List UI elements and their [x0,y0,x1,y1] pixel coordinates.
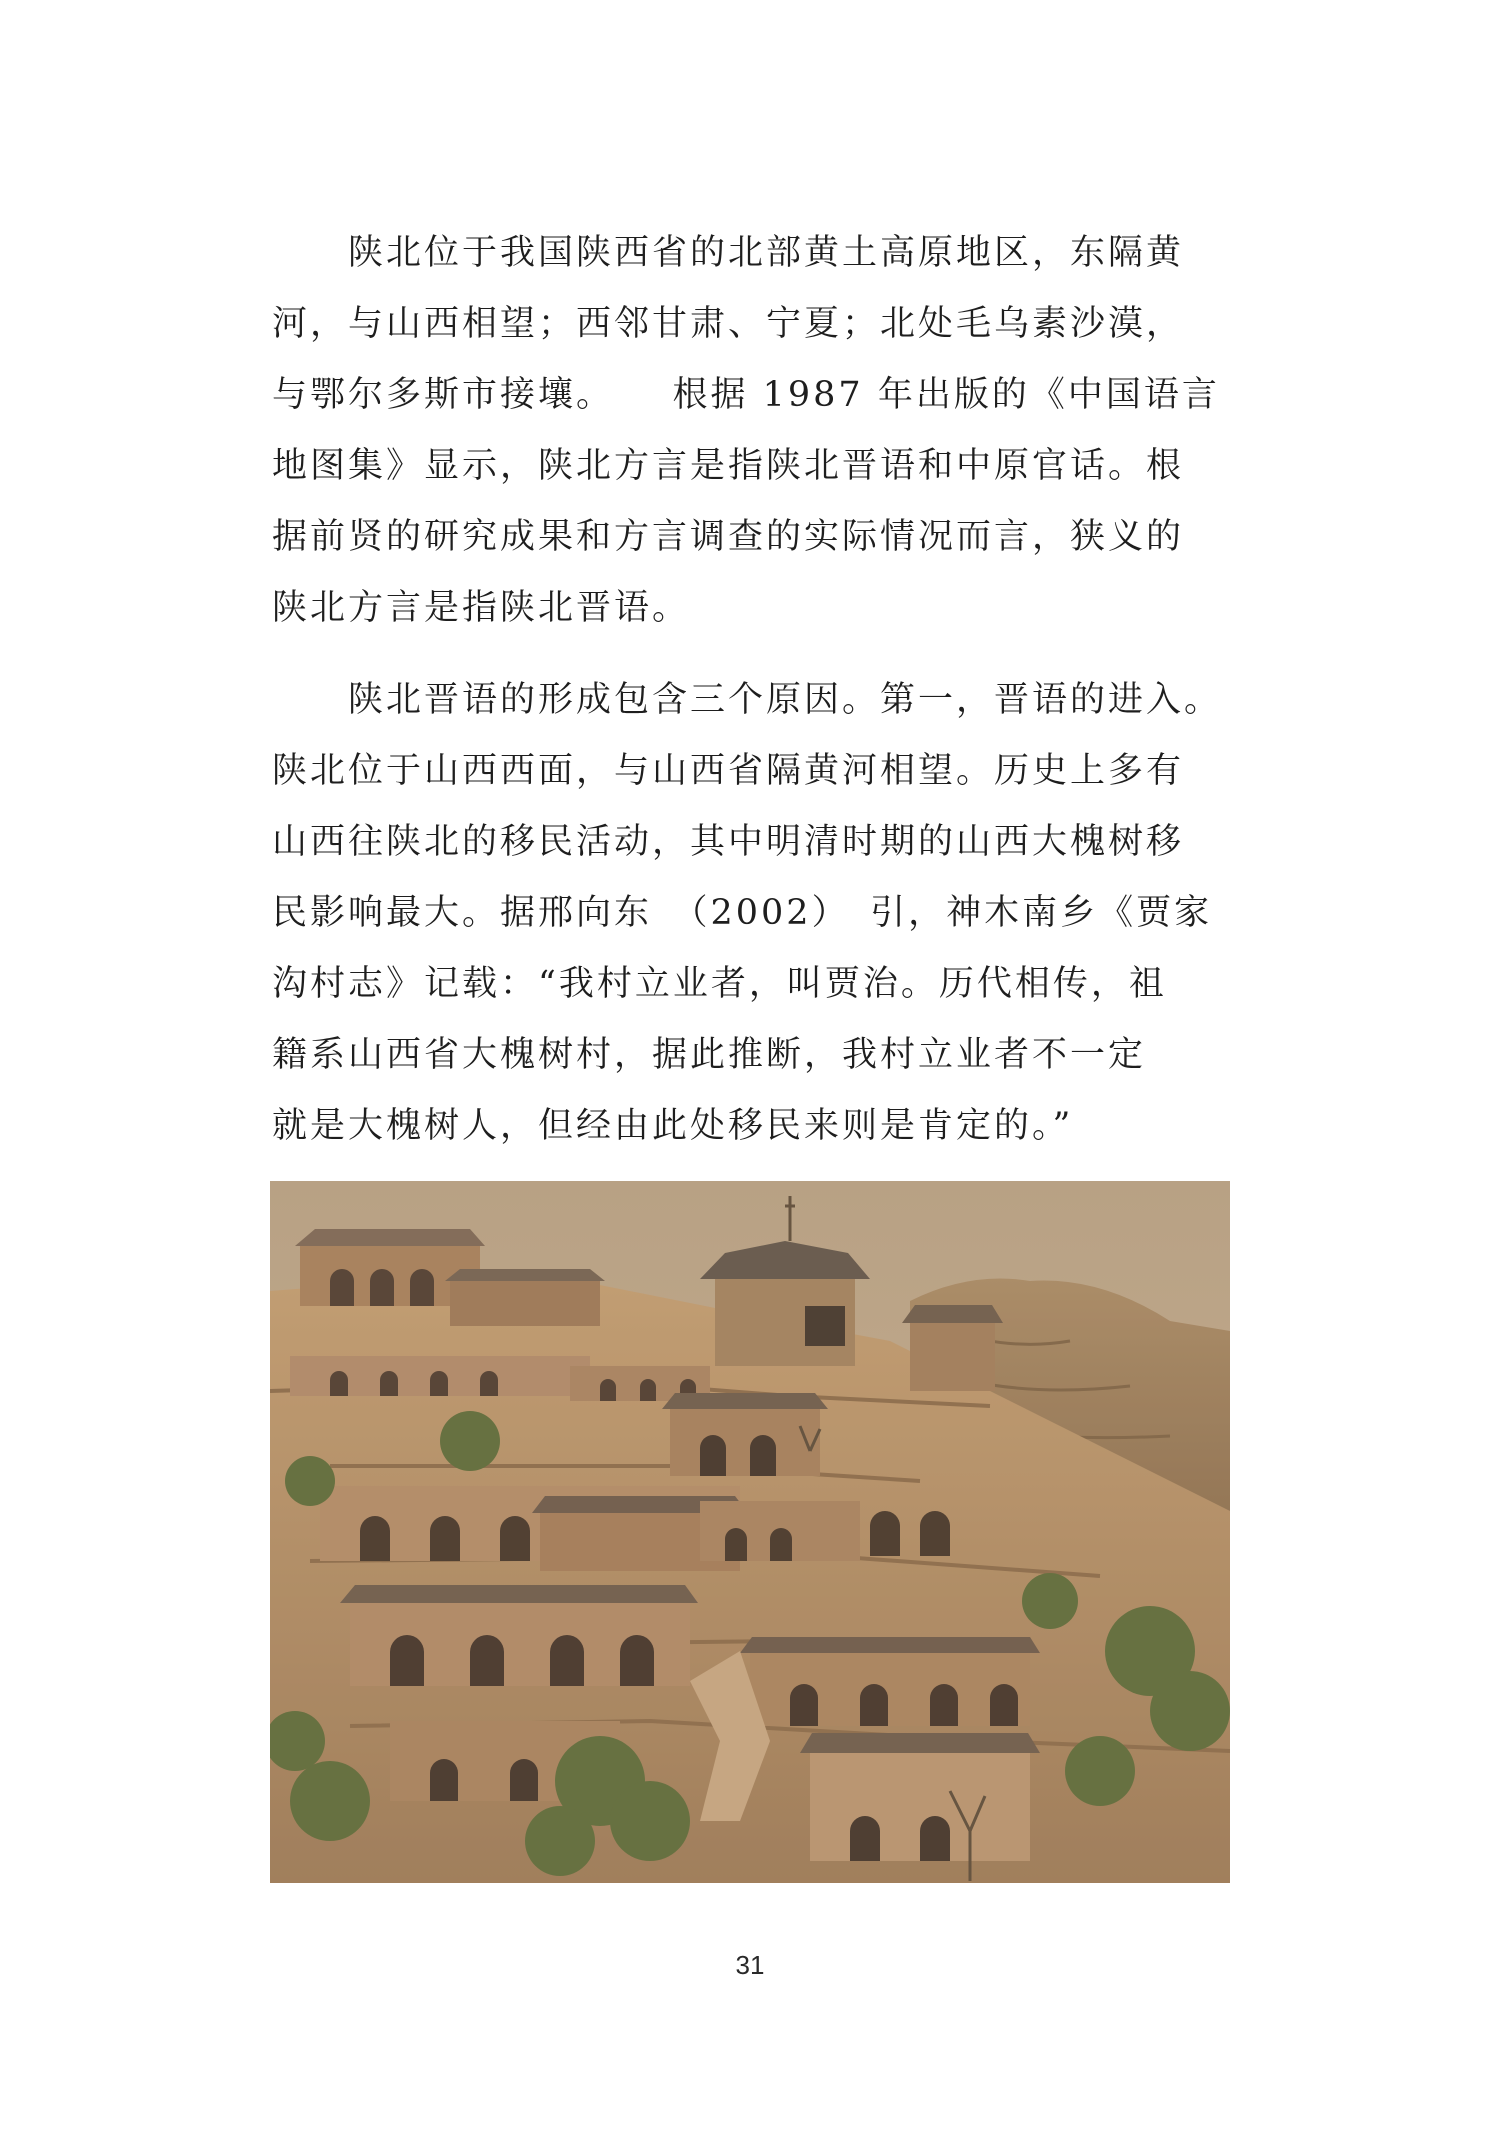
page-number: 31 [735,1950,765,1980]
text-line: 据前贤的研究成果和方言调查的实际情况而言，狭义的 [272,517,1185,557]
photo-tone [270,1181,1230,1883]
cave-dwelling-village-photo [270,1181,1230,1883]
text-line: 陕北位于我国陕西省的北部黄土高原地区，东隔黄 [272,233,1185,273]
text-line: 籍系山西省大槐树村，据此推断，我村立业者不一定 [272,1035,1147,1075]
text-line: 地图集》显示，陕北方言是指陕北晋语和中原官话。根 [272,446,1185,486]
text-line: 就是大槐树人，但经由此处移民来则是肯定的。” [272,1106,1074,1146]
text-line: 陕北位于山西西面，与山西省隔黄河相望。历史上多有 [272,751,1185,791]
paragraph-jin-dialect-origin [272,665,1232,1162]
text-line: 陕北方言是指陕北晋语。 [272,588,691,628]
text-line: 民影响最大。据邢向东 （2002） 引，神木南乡《贾家 [272,893,1213,933]
text-line: 陕北晋语的形成包含三个原因。第一，晋语的进入。 [272,680,1223,720]
text-line: 河，与山西相望；西邻甘肃、宁夏；北处毛乌素沙漠， [272,304,1185,344]
text-line: 山西往陕北的移民活动，其中明清时期的山西大槐树移 [272,822,1185,862]
text-line: 与鄂尔多斯市接壤。 根据 1987 年出版的《中国语言 [272,375,1220,415]
paragraph-shaanbei-geography [272,218,1232,644]
village-illustration [270,1181,1230,1883]
text-line: 沟村志》记载：“我村立业者，叫贾治。历代相传，祖 [272,964,1167,1004]
